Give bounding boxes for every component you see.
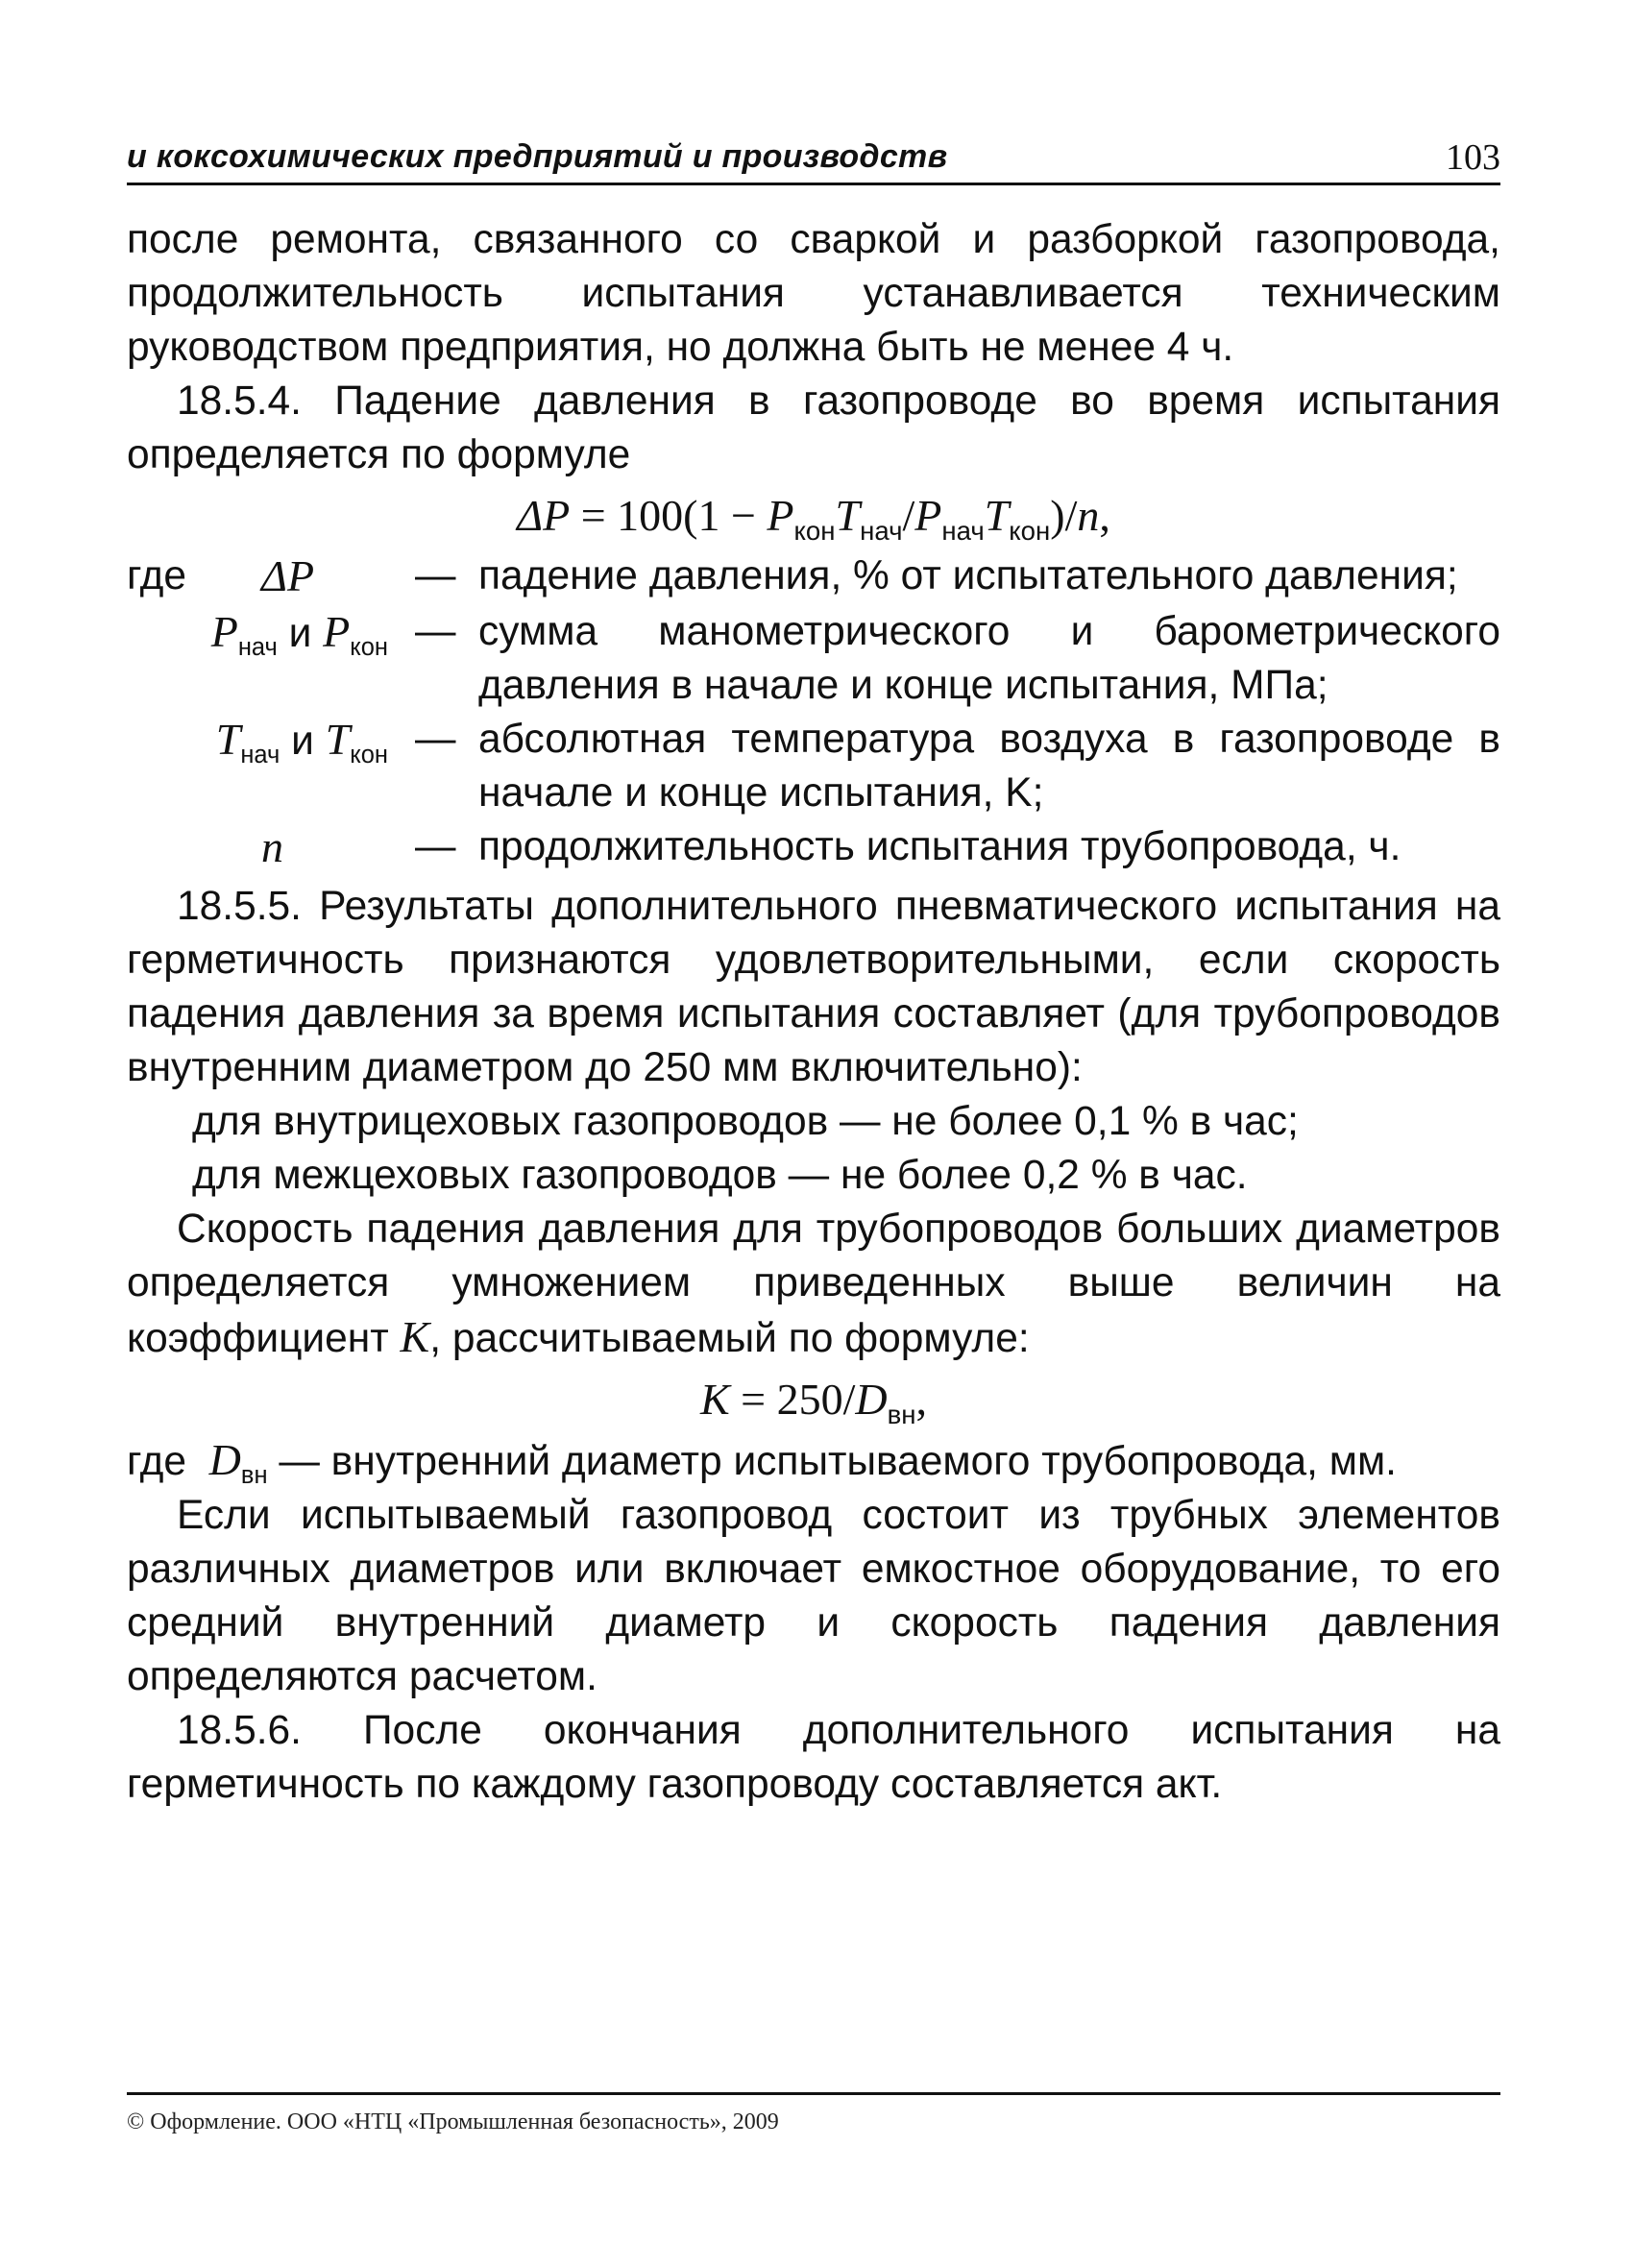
definition-text: сумма манометрического и барометрического давления в начале и конце испытания, МПа; <box>478 609 1500 708</box>
header-title: и коксохимических предприятий и производств <box>127 138 948 175</box>
formula-t-kon: T <box>984 491 1010 540</box>
formula-sub-kon-2: кон <box>1009 515 1051 546</box>
symbol-t: T <box>215 715 241 764</box>
symbol-sub: кон <box>350 633 388 661</box>
formula-p-nach: P <box>914 491 942 540</box>
list-item: для межцеховых газопроводов — не более 0,2 % в час. <box>192 1153 1248 1198</box>
formula-d: D <box>855 1375 888 1424</box>
formula-p-kon: P <box>767 491 794 540</box>
where-word-2: где <box>127 1439 187 1484</box>
definition-dash: — <box>415 824 456 869</box>
formula-eq-2: = 250/ <box>729 1375 856 1424</box>
formula-comma: , <box>1099 491 1110 540</box>
definition-symbol <box>127 820 415 876</box>
definition-text: падение давления, % от испытательного давления; <box>478 553 1458 598</box>
definition-label <box>127 713 415 768</box>
paragraph-coefficient-text-a: Скорость падения давления для трубопроводов больших диаметров определяется умножением приведенных выше величин на коэффициент <box>127 1207 1500 1361</box>
symbol-t: T <box>325 715 351 764</box>
where-word: где <box>127 553 187 598</box>
paragraph-mixed-diameters: Если испытываемый газопровод состоит из трубных элементов различных диаметров или включает емкостное оборудование, то его средний внутренний диаметр и скорость падения давления определяются расчетом. <box>127 1493 1500 1699</box>
page-number: 103 <box>1446 137 1500 178</box>
d-definition-text: — внутренний диаметр испытываемого трубопровода, мм. <box>279 1439 1397 1484</box>
paragraph-coefficient <box>127 1203 1500 1366</box>
definition-row <box>127 820 1500 876</box>
d-definition <box>127 1433 1500 1489</box>
formula-sub-kon: кон <box>793 515 836 546</box>
paragraph-coefficient-text-b: , рассчитываемый по формуле: <box>429 1316 1030 1361</box>
symbol-and: и <box>280 719 326 764</box>
footer-rule <box>127 2092 1500 2095</box>
definition-symbol <box>127 713 415 768</box>
definition-label <box>127 549 415 605</box>
definition-dash: — <box>415 553 456 598</box>
symbol-sub: нач <box>237 633 278 661</box>
formula-delta-p: ΔP <box>517 491 571 540</box>
running-header <box>127 133 1500 185</box>
definition-label <box>127 605 415 661</box>
definition-row <box>127 605 1500 713</box>
symbol-p: P <box>323 607 351 656</box>
symbol-p: P <box>210 607 238 656</box>
paragraph-continuation: после ремонта, связанного со сваркой и разборкой газопровода, продолжительность испытания устанавливается техническим руководством предприятия, но должна быть не менее 4 ч. <box>127 217 1500 370</box>
symbol-delta-p: ΔP <box>261 551 315 600</box>
formula-sub-nach: нач <box>860 515 903 546</box>
formula-sub-nach-2: нач <box>941 515 985 546</box>
formula-t-nach: T <box>835 491 861 540</box>
formula-eq: = 100(1 − <box>570 491 768 540</box>
definition-dash: — <box>415 717 456 762</box>
symbol-sub: нач <box>240 741 280 768</box>
symbol-and: и <box>277 611 324 656</box>
symbol-sub: кон <box>350 741 388 768</box>
body-text <box>127 213 1500 1812</box>
paragraph-18-5-6: 18.5.6. После окончания дополнительного испытания на герметичность по каждому газопроводу составляется акт. <box>127 1708 1500 1807</box>
formula-slash: / <box>902 491 915 540</box>
definition-label <box>127 820 415 876</box>
definitions-list <box>127 549 1500 876</box>
footer-copyright: © Оформление. ООО «НТЦ «Промышленная безопасность», 2009 <box>127 2109 779 2134</box>
symbol-n: n <box>261 822 283 871</box>
formula-n: n <box>1077 491 1100 540</box>
definition-text: абсолютная температура воздуха в газопроводе в начале и конце испытания, K; <box>478 717 1500 816</box>
formula-coefficient <box>127 1372 1500 1427</box>
list-item: для внутрицеховых газопроводов — не более 0,1 % в час; <box>192 1099 1299 1144</box>
formula-pressure-drop <box>127 488 1500 544</box>
coefficient-k: K <box>400 1312 430 1361</box>
symbol-d: D <box>208 1435 241 1484</box>
definition-row <box>127 713 1500 820</box>
formula-sub-vn: вн <box>887 1399 916 1429</box>
formula-k: K <box>699 1375 730 1424</box>
definition-row <box>127 549 1500 605</box>
symbol-sub-vn: вн <box>240 1461 268 1489</box>
definition-symbol <box>127 605 415 661</box>
formula-close: )/ <box>1050 491 1078 540</box>
paragraph-18-5-4: 18.5.4. Падение давления в газопроводе во время испытания определяется по формуле <box>127 378 1500 477</box>
paragraph-18-5-5: 18.5.5. Результаты дополнительного пневматического испытания на герметичность признаются удовлетворительными, если скорость падения давления за время испытания составляет (для трубопроводов внутренним диаметром до 250 мм включительно): <box>127 884 1500 1090</box>
definition-dash: — <box>415 609 456 654</box>
formula-comma-2: , <box>915 1375 928 1424</box>
definition-text: продолжительность испытания трубопровода, ч. <box>478 824 1401 869</box>
